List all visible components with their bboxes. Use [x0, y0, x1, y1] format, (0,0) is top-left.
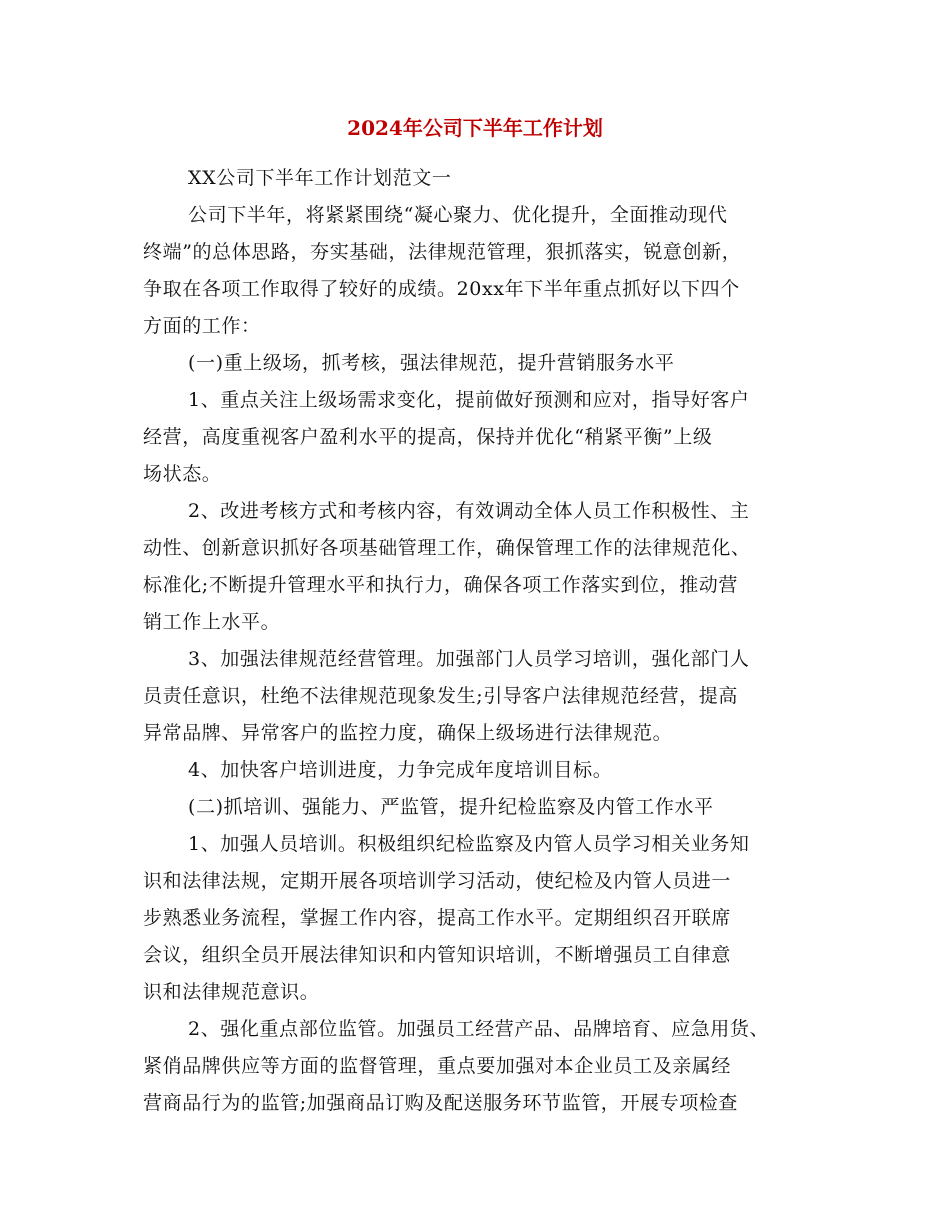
paragraph-line: (一)重上级场，抓考核，强法律规范，提升营销服务水平	[188, 352, 675, 374]
paragraph-line: 1、加强人员培训。积极组织纪检监察及内管人员学习相关业务知	[188, 833, 750, 855]
document-body	[143, 160, 808, 1122]
paragraph-line: 员责任意识，杜绝不法律规范现象发生;引导客户法律规范经营，提高	[143, 685, 739, 707]
paragraph-line: 2、改进考核方式和考核内容，有效调动全体人员工作积极性、主	[188, 500, 750, 522]
document-title: 2024年公司下半年工作计划	[347, 116, 603, 140]
paragraph-line: 4、加快客户培训进度，力争完成年度培训目标。	[188, 759, 613, 781]
paragraph-line: 标准化;不断提升管理水平和执行力，确保各项工作落实到位，推动营	[143, 574, 739, 596]
paragraph-line: 紧俏品牌供应等方面的监督管理，重点要加强对本企业员工及亲属经	[143, 1055, 732, 1077]
paragraph-line: 步熟悉业务流程，掌握工作内容，提高工作水平。定期组织召开联席	[143, 907, 732, 929]
paragraph-line: 终端”的总体思路，夯实基础，法律规范管理，狠抓落实，锐意创新，	[143, 241, 742, 263]
paragraph-line: 公司下半年，将紧紧围绕“凝心聚力、优化提升，全面推动现代	[188, 204, 728, 226]
paragraph-line: 2、强化重点部位监管。加强员工经营产品、品牌培育、应急用货、	[188, 1018, 770, 1040]
paragraph-line: 场状态。	[143, 463, 222, 485]
paragraph-line: 争取在各项工作取得了较好的成绩。20xx年下半年重点抓好以下四个	[143, 278, 740, 300]
paragraph-line: 识和法律规范意识。	[143, 981, 320, 1003]
paragraph-line: 动性、创新意识抓好各项基础管理工作，确保管理工作的法律规范化、	[143, 537, 751, 559]
paragraph-line: 经营，高度重视客户盈利水平的提高，保持并优化“稍紧平衡”上级	[143, 426, 713, 448]
paragraph-line: 3、加强法律规范经营管理。加强部门人员学习培训，强化部门人	[188, 648, 750, 670]
paragraph-line: 1、重点关注上级场需求变化，提前做好预测和应对，指导好客户	[188, 389, 750, 411]
paragraph-line: 销工作上水平。	[143, 611, 281, 633]
paragraph-line: 方面的工作：	[143, 315, 261, 337]
paragraph-line: XX公司下半年工作计划范文一	[188, 167, 452, 189]
paragraph-line: 营商品行为的监管;加强商品订购及配送服务环节监管，开展专项检查	[143, 1092, 739, 1114]
paragraph-line: (二)抓培训、强能力、严监管，提升纪检监察及内管工作水平	[188, 796, 714, 818]
paragraph-line: 识和法律法规，定期开展各项培训学习活动，使纪检及内管人员进一	[143, 870, 732, 892]
paragraph-line: 异常品牌、异常客户的监控力度，确保上级场进行法律规范。	[143, 722, 673, 744]
paragraph-line: 会议，组织全员开展法律知识和内管知识培训，不断增强员工自律意	[143, 944, 732, 966]
